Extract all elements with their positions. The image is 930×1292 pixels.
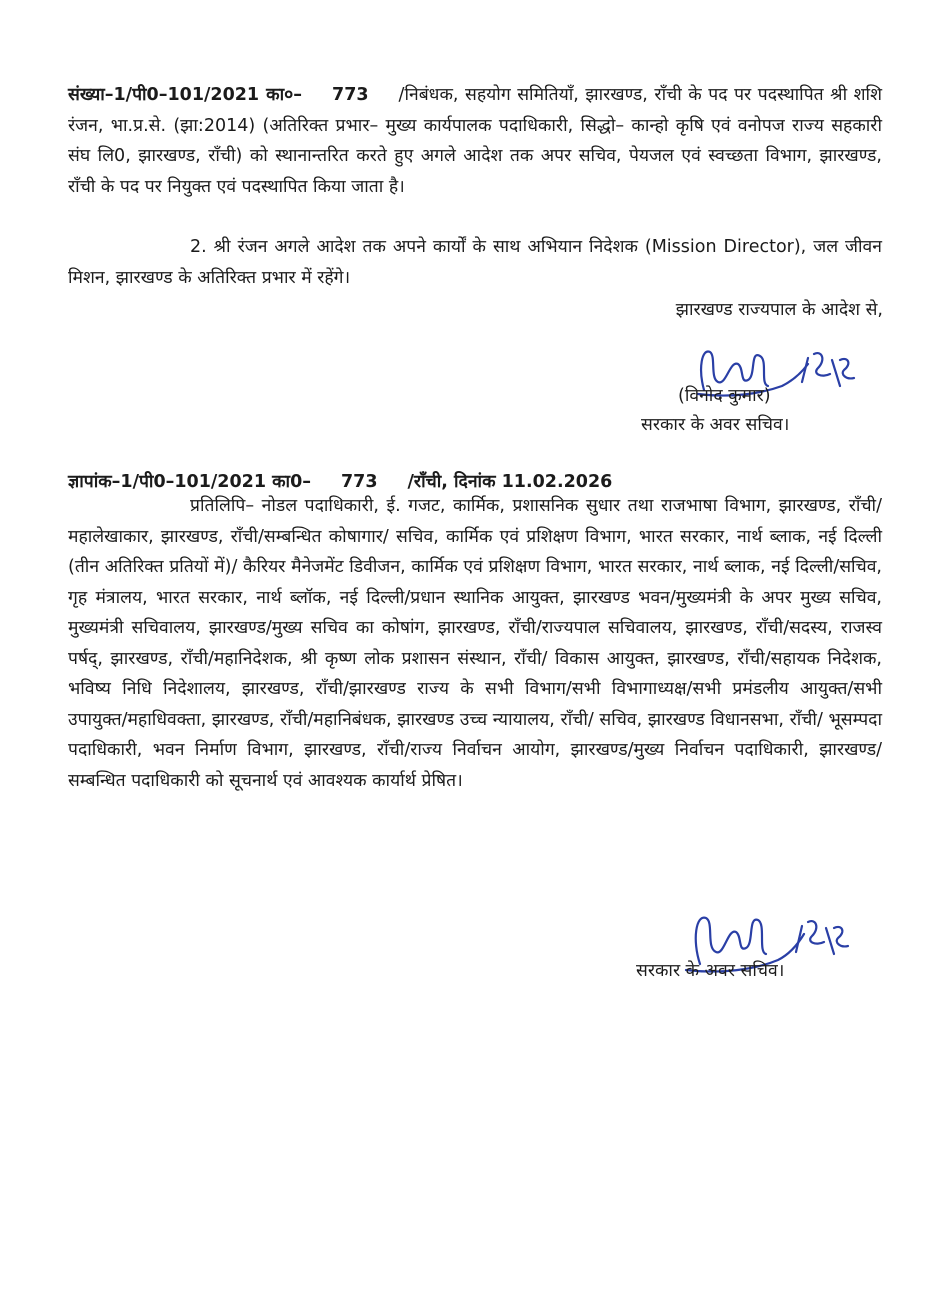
by-order-line: झारखण्ड राज्यपाल के आदेश से, [675, 300, 883, 320]
order-paragraph-2: 2. श्री रंजन अगले आदेश तक अपने कार्यों के साथ अभियान निदेशक (Mission Director), जल जीवन मिशन, झारखण्ड के अतिरिक्त प्रभार में रहेंगे। [68, 237, 882, 288]
order-reference: संख्या–1/पी0–101/2021 का०– [68, 85, 303, 105]
memo-signatory-designation: सरकार के अवर सचिव। [636, 961, 785, 981]
memo-reference: ज्ञापांक–1/पी0–101/2021 का0– [68, 472, 311, 492]
order-number: 773 [332, 85, 369, 105]
copy-distribution-paragraph: प्रतिलिपि– नोडल पदाधिकारी, ई. गजट, कार्मिक, प्रशासनिक सुधार तथा राजभाषा विभाग, झारखण्ड, राँची/महालेखाकार, झारखण्ड, राँची/सम्बन्धित कोषागार/ सचिव, कार्मिक एवं प्रशिक्षण विभाग, भारत सरकार, नार्थ ब्लाक, नई दिल्ली (तीन अतिरिक्त प्रतियों में)/ कैरियर मैनेजमेंट डिवीजन, कार्मिक एवं प्रशिक्षण विभाग, भारत सरकार, नार्थ ब्लाक, नई दिल्ली/सचिव, गृह मंत्रालय, भारत सरकार, नार्थ ब्लॉक, नई दिल्ली/प्रधान स्थानिक आयुक्त, झारखण्ड भवन/मुख्यमंत्री के अपर मुख्य सचिव, मुख्यमंत्री सचिवालय, झारखण्ड/मुख्य सचिव का कोषांग, झारखण्ड, राँची/राज्यपाल सचिवालय, झारखण्ड, राँची/सदस्य, राजस्व पर्षद्, झारखण्ड, राँची/महानिदेशक, श्री कृष्ण लोक प्रशासन संस्थान, राँची/ विकास आयुक्त, झारखण्ड, राँची/सहायक निदेशक, भविष्य निधि निदेशालय, झारखण्ड, राँची/झारखण्ड राज्य के सभी विभाग/सभी विभागाध्यक्ष/सभी प्रमंडलीय आयुक्त/सभी उपायुक्त/महाधिवक्ता, झारखण्ड, राँची/महानिबंधक, झारखण्ड उच्च न्यायालय, राँची/ सचिव, झारखण्ड विधानसभा, राँची/ भूसम्पदा पदाधिकारी, भवन निर्माण विभाग, झारखण्ड, राँची/राज्य निर्वाचन आयोग, झारखण्ड/मुख्य निर्वाचन पदाधिकारी, झारखण्ड/सम्बन्धित पदाधिकारी को सूचनार्थ एवं आवश्यक कार्यार्थ प्रेषित। [68, 496, 882, 791]
order-text: /निबंधक, सहयोग समितियाँ, झारखण्ड, राँची के पद पर पदस्थापित श्री शशि रंजन, भा.प्र.से. (झा:2014) (अतिरिक्त प्रभार– मुख्य कार्यपालक पदाधिकारी, सिद्धो– कान्हो कृषि एवं वनोपज राज्य सहकारी संघ लि0, झारखण्ड, राँची) को स्थानान्तरित करते हुए अगले आदेश तक अपर सचिव, पेयजल एवं स्वच्छता विभाग, झारखण्ड, राँची के पद पर नियुक्त एवं पदस्थापित किया जाता है। [68, 85, 882, 197]
signatory-name: (विनोद कुमार) [678, 386, 771, 406]
memo-place-date: /राँची, दिनांक 11.02.2026 [407, 472, 613, 492]
signatory-designation: सरकार के अवर सचिव। [641, 415, 790, 435]
memo-number: 773 [341, 472, 378, 492]
order-paragraph [68, 80, 882, 202]
